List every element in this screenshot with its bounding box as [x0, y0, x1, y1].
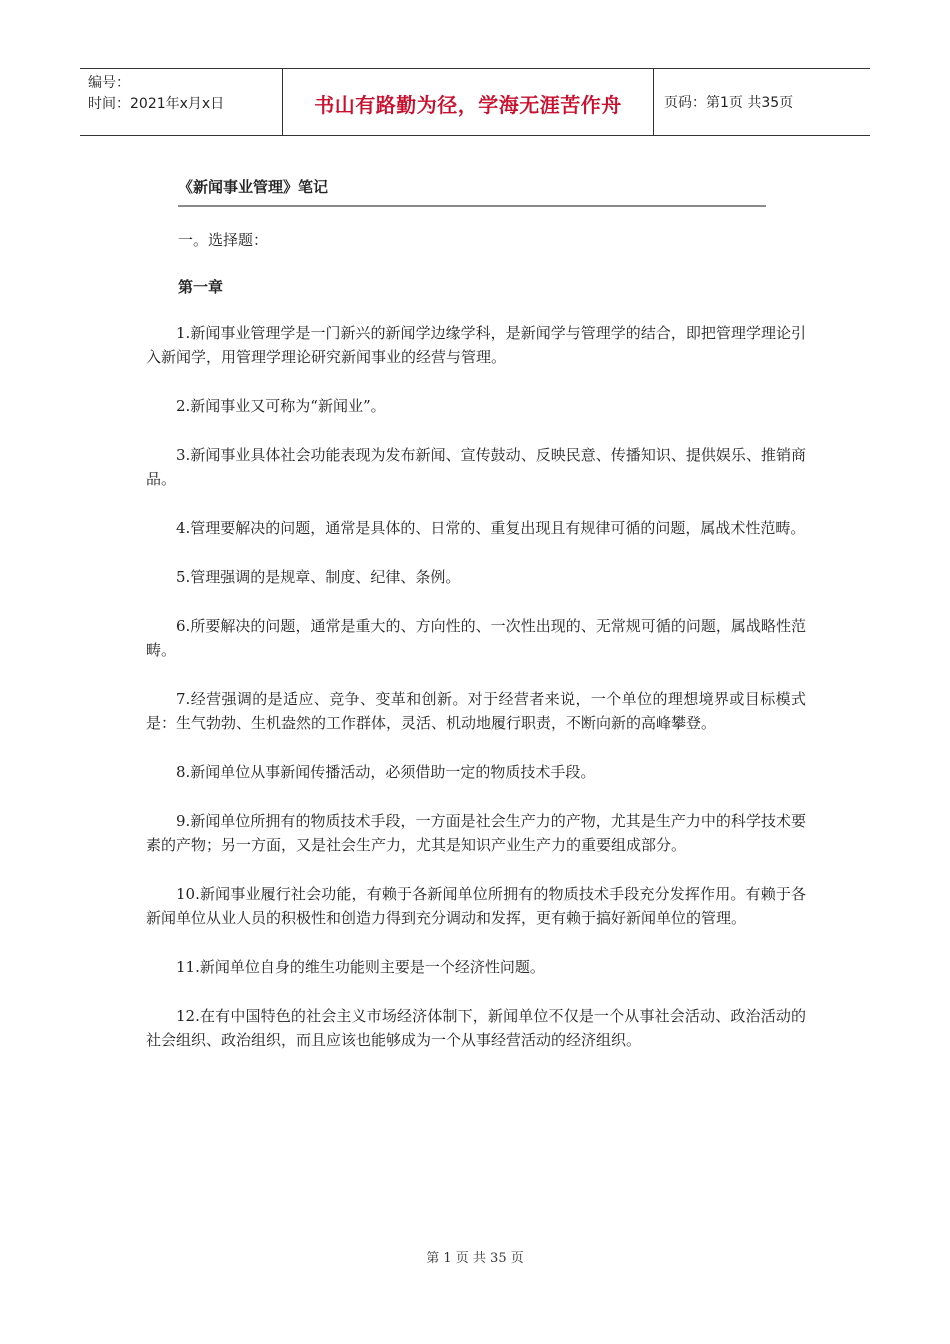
- motto-text: 书山有路勤为径，学海无涯苦作舟: [314, 92, 622, 117]
- date-label: 时间：2021年x月x日: [88, 96, 225, 112]
- paragraph-2: 2.新闻事业又可称为“新闻业”。: [176, 397, 386, 415]
- paragraph-4: 4.管理要解决的问题，通常是具体的、日常的、重复出现且有规律可循的问题，属战术性范畴。: [176, 519, 806, 537]
- section-heading: 一。选择题：: [178, 231, 269, 249]
- number-label: 编号：: [88, 75, 130, 91]
- paragraph-8: 8.新闻单位从事新闻传播活动，必须借助一定的物质技术手段。: [176, 763, 596, 781]
- title-divider: [178, 205, 766, 207]
- header-page-cell: [654, 69, 870, 135]
- document-body: [146, 321, 806, 1077]
- chapter-heading: 第一章: [178, 278, 224, 296]
- page-info: 页码：第1页 共35页: [664, 95, 794, 111]
- header-meta-cell: [80, 69, 282, 135]
- header-motto-cell: [282, 69, 654, 135]
- paragraph-7: 7.经营强调的是适应、竞争、变革和创新。对于经营者来说，一个单位的理想境界或目标模式是：生气勃勃、生机盎然的工作群体，灵活、机动地履行职责，不断向新的高峰攀登。: [146, 690, 806, 732]
- document-title: 《新闻事业管理》笔记: [178, 178, 329, 196]
- paragraph-3: 3.新闻事业具体社会功能表现为发布新闻、宣传鼓动、反映民意、传播知识、提供娱乐、推销商品。: [146, 446, 806, 488]
- paragraph-12: 12.在有中国特色的社会主义市场经济体制下，新闻单位不仅是一个从事社会活动、政治活动的社会组织、政治组织，而且应该也能够成为一个从事经营活动的经济组织。: [146, 1007, 806, 1049]
- paragraph-5: 5.管理强调的是规章、制度、纪律、条例。: [176, 568, 461, 586]
- paragraph-10: 10.新闻事业履行社会功能，有赖于各新闻单位所拥有的物质技术手段充分发挥作用。有赖于各新闻单位从业人员的积极性和创造力得到充分调动和发挥，更有赖于搞好新闻单位的管理。: [146, 885, 806, 927]
- page-header: [80, 68, 870, 136]
- paragraph-1: 1.新闻事业管理学是一门新兴的新闻学边缘学科，是新闻学与管理学的结合，即把管理学理论引入新闻学，用管理学理论研究新闻事业的经营与管理。: [146, 324, 806, 366]
- page-footer: 第 1 页 共 35 页: [426, 1251, 524, 1266]
- paragraph-6: 6.所要解决的问题，通常是重大的、方向性的、一次性出现的、无常规可循的问题，属战略性范畴。: [146, 617, 806, 659]
- paragraph-9: 9.新闻单位所拥有的物质技术手段，一方面是社会生产力的产物，尤其是生产力中的科学技术要素的产物；另一方面，又是社会生产力，尤其是知识产业生产力的重要组成部分。: [146, 812, 806, 854]
- paragraph-11: 11.新闻单位自身的维生功能则主要是一个经济性问题。: [176, 958, 545, 976]
